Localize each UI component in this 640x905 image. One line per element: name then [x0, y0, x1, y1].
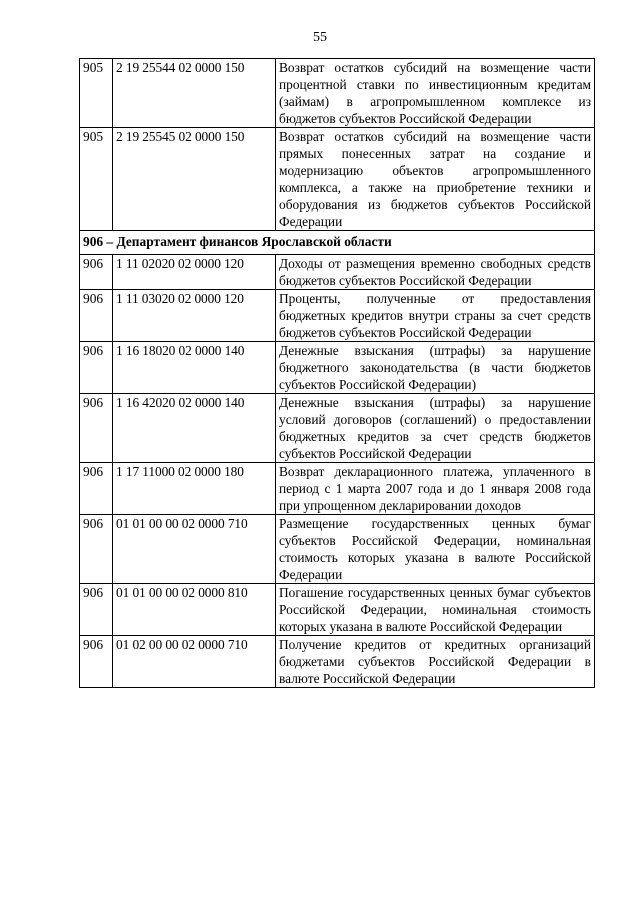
budget-code-cell: 01 02 00 00 02 0000 710	[113, 636, 276, 688]
page-number: 55	[313, 30, 327, 45]
table-row	[80, 128, 595, 231]
admin-code-cell: 906	[80, 290, 113, 342]
table-row	[80, 290, 595, 342]
table-row	[80, 342, 595, 394]
budget-code-cell: 1 11 03020 02 0000 120	[113, 290, 276, 342]
table-row	[80, 394, 595, 463]
admin-code-cell: 906	[80, 636, 113, 688]
budget-code-cell: 1 11 02020 02 0000 120	[113, 255, 276, 290]
budget-code-cell: 2 19 25545 02 0000 150	[113, 128, 276, 231]
budget-code-cell: 2 19 25544 02 0000 150	[113, 59, 276, 128]
admin-code-cell: 906	[80, 255, 113, 290]
budget-code-cell: 1 16 18020 02 0000 140	[113, 342, 276, 394]
section-title: 906 – Департамент финансов Ярославской области	[80, 231, 595, 255]
admin-code-cell: 906	[80, 394, 113, 463]
description-cell: Размещение государственных ценных бумаг субъектов Российской Федерации, номинальная стоимость которых указана в валюте Российской Федерации	[276, 515, 595, 584]
table-row	[80, 515, 595, 584]
description-cell: Возврат остатков субсидий на возмещение части процентной ставки по инвестиционным кредитам (займам) в агропромышленном комплексе из бюджетов субъектов Российской Федерации	[276, 59, 595, 128]
table-row	[80, 584, 595, 636]
admin-code-cell: 906	[80, 342, 113, 394]
section-header-row	[80, 231, 595, 255]
description-cell: Погашение государственных ценных бумаг субъектов Российской Федерации, номинальная стоимость которых указана в валюте Российской Федерации	[276, 584, 595, 636]
description-cell: Денежные взыскания (штрафы) за нарушение условий договоров (соглашений) о предоставлении бюджетных кредитов за счет средств бюджетов субъектов Российской Федерации	[276, 394, 595, 463]
budget-classification-table	[79, 58, 595, 688]
description-cell: Возврат остатков субсидий на возмещение части прямых понесенных затрат на создание и модернизацию объектов агропромышленного комплекса, а также на приобретение техники и оборудования из бюджетов субъектов Российской Федерации	[276, 128, 595, 231]
admin-code-cell: 906	[80, 584, 113, 636]
table-row	[80, 59, 595, 128]
budget-code-cell: 1 17 11000 02 0000 180	[113, 463, 276, 515]
admin-code-cell: 905	[80, 59, 113, 128]
description-cell: Получение кредитов от кредитных организаций бюджетами субъектов Российской Федерации в валюте Российской Федерации	[276, 636, 595, 688]
table-row	[80, 463, 595, 515]
budget-code-cell: 1 16 42020 02 0000 140	[113, 394, 276, 463]
admin-code-cell: 906	[80, 463, 113, 515]
table-row	[80, 255, 595, 290]
budget-code-cell: 01 01 00 00 02 0000 810	[113, 584, 276, 636]
budget-code-cell: 01 01 00 00 02 0000 710	[113, 515, 276, 584]
description-cell: Возврат декларационного платежа, уплаченного в период с 1 марта 2007 года и до 1 января 2008 года при упрощенном декларировании доходов	[276, 463, 595, 515]
table-row	[80, 636, 595, 688]
admin-code-cell: 906	[80, 515, 113, 584]
description-cell: Доходы от размещения временно свободных средств бюджетов субъектов Российской Федерации	[276, 255, 595, 290]
description-cell: Проценты, полученные от предоставления бюджетных кредитов внутри страны за счет средств бюджетов субъектов Российской Федерации	[276, 290, 595, 342]
description-cell: Денежные взыскания (штрафы) за нарушение бюджетного законодательства (в части бюджетов субъектов Российской Федерации)	[276, 342, 595, 394]
admin-code-cell: 905	[80, 128, 113, 231]
